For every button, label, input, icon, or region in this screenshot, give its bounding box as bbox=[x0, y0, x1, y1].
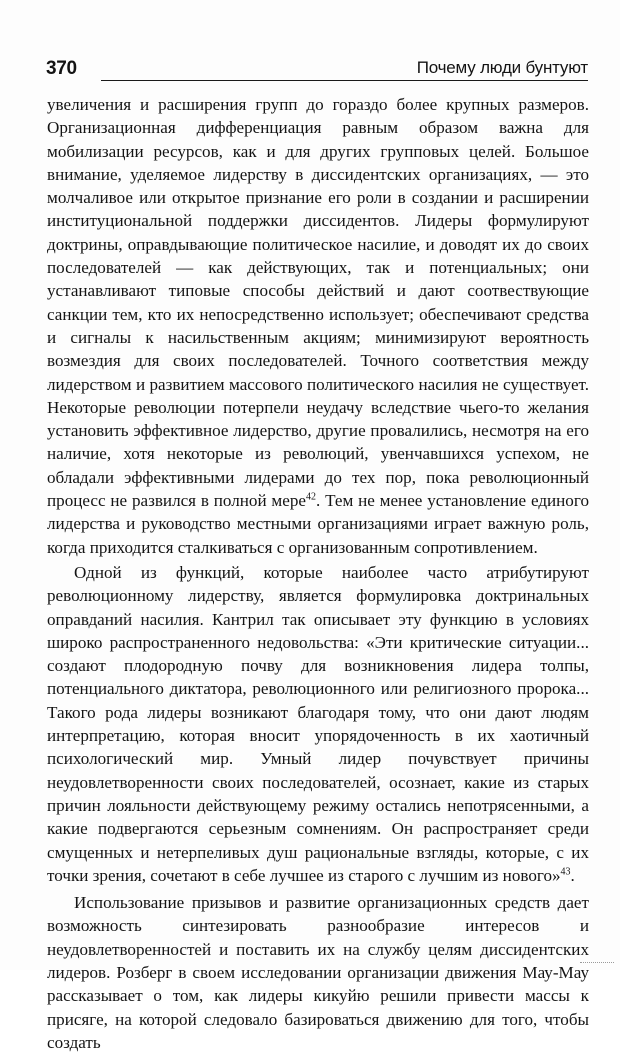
footnote-ref-42: 42 bbox=[305, 491, 316, 503]
paragraph-1-text: увеличения и расширения групп до гораздо более крупных размеров. Организационная дифференциация равным образом важна для мобилизации ресурсов, как и для других групповых целей. Большое внимание, уделяемое лидерству в диссидентских организациях, — это молчаливое или открытое признание его роли в создании и расширении институциональной поддержки диссидентов. Лидеры формулируют доктрины, оправдывающие политическое насилие, и доводят их до своих последователей — как действующих, так и потенциальных; они устанавливают типовые способы действий и дают соотвествующие санкции тем, кто их непосредственно использует; обеспечивают средства и сигналы к насильственным акциям; минимизируют вероятность возмездия для своих последователей. Точного соответствия между лидерством и развитием массового политического насилия не существует. Некоторые революции потерпели неудачу вследствие чьего-то желания установить эффективное лидерство, другие провалились, несмотря на его наличие, хотя некоторые из революций, увенчавшихся успехом, не обладали эффективными лидерами до тех пор, пока революционный процесс не развился в полной мере bbox=[47, 95, 589, 511]
paragraph-1 bbox=[47, 93, 589, 559]
body-text bbox=[47, 93, 589, 1054]
scan-artifact bbox=[580, 962, 614, 968]
paragraph-2-text-cont: . bbox=[570, 865, 575, 885]
paragraph-1-text-cont: . Тем не менее установление единого лидерства и руководство местными организациями играет важную роль, когда приходится сталкиваться с организованным сопротивлением. bbox=[47, 491, 589, 557]
paragraph-2 bbox=[47, 561, 589, 887]
header-rule bbox=[101, 80, 588, 81]
paragraph-2-text: Одной из функций, которые наиболее часто атрибутируют революционному лидерству, является формулировка доктринальных оправданий насилия. Кантрил так описывает эту функцию в условиях широко распространенного недовольства: «Эти критические ситуации... создают плодородную почву для возникновения лидера толпы, потенциального диктатора, революционного или религиозного пророка... Такого рода лидеры возникают благодаря тому, что они дают людям интерпретацию, которая вносит упорядоченность в их хаотичный психологический мир. Умный лидер почувствует причины неудовлетворенности своих последователей, осознает, какие из старых причин лояльности действующему режиму остались непотрясенными, а какие подвергаются серьезным сомнениям. Он распространяет среди смущенных и нетерпеливых душ рациональные взгляды, которые, с их точки зрения, сочетают в себе лучшее из старого с лучшим из нового» bbox=[47, 562, 589, 885]
page-number: 370 bbox=[46, 58, 77, 79]
paragraph-3-text: Использование призывов и развитие организационных средств дает возможность синтезировать разнообразие интересов и неудовлетворенностей и поставить их на службу целям диссидентских лидеров. Розберг в своем исследовании организации движения Мау-Мау рассказывает о том, как лидеры кикуйю решили привести массы к присяге, на которой следовало базироваться движению для того, чтобы создать bbox=[47, 893, 589, 1052]
page-header bbox=[46, 52, 588, 82]
paragraph-3 bbox=[47, 891, 589, 1054]
footnote-ref-43: 43 bbox=[560, 866, 571, 878]
running-title: Почему люди бунтуют bbox=[416, 58, 588, 77]
